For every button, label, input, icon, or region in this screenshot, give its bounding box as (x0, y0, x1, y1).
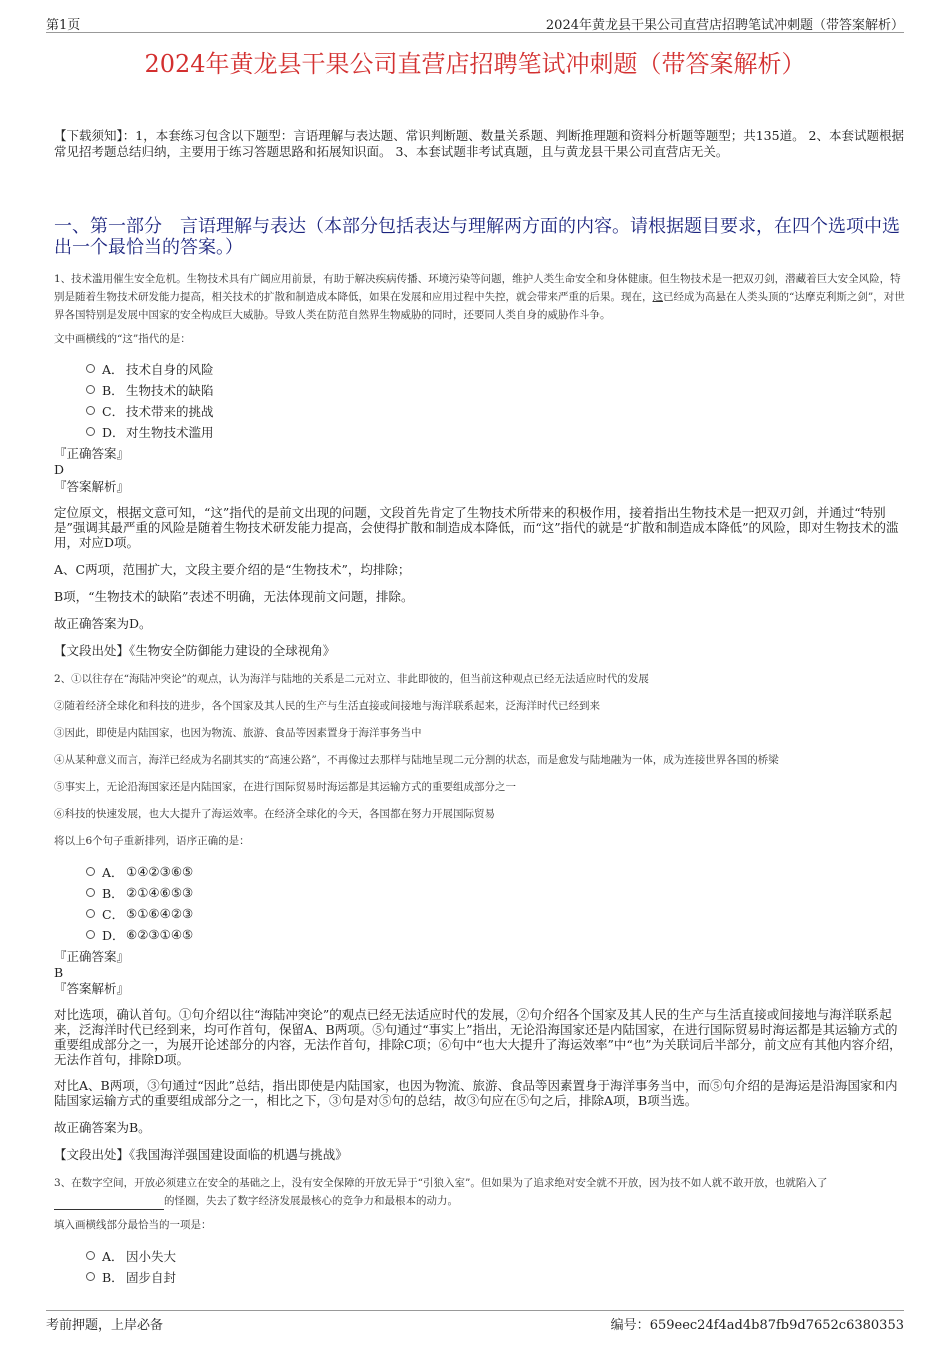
question-3-options (86, 1245, 176, 1287)
answer-label: 『正确答案』 (54, 949, 130, 964)
page-footer (46, 1310, 904, 1333)
analysis-paragraph: A、C两项，范围扩大，文段主要介绍的是“生物技术”，均排除； (54, 562, 411, 577)
radio-icon[interactable] (86, 427, 95, 436)
analysis-paragraph: 对比A、B两项，③句通过“因此”总结，指出即使是内陆国家，也因为物流、旅游、食品等因素置身于海洋事务当中，而⑤句介绍的是海运是沿海国家和内陆国家运输方式的重要组成部分之一，相比之下，③句是对⑤句的总结，故③句应在⑤句之后，排除A项，B项当选。 (54, 1078, 898, 1108)
question-2-options (86, 861, 193, 945)
answer-label: 『正确答案』 (54, 446, 130, 461)
source-citation: 【文段出处】《我国海洋强国建设面临的机遇与挑战》 (54, 1147, 348, 1162)
answer-value: D (54, 462, 65, 477)
option-a[interactable]: A． 技术自身的风险 (86, 358, 214, 379)
analysis-paragraph: 定位原文，根据文意可知，“这”指代的是前文出现的问题，文段首先肯定了生物技术所带来的积极作用，接着指出生物技术是一把双刃剑，并通过“特别是”强调其最严重的风险是随着生物技术研发能力提高，会使得扩散和制造成本降低，而“这”指代的就是“扩散和制造成本降低”的风险，即对生物技术的滥用，对应D项。 (54, 505, 899, 550)
question-3-text: 3、在数字空间，开放必须建立在安全的基础之上，没有安全保障的开放无异于“引狼入室”。但如果为了追求绝对安全就不开放，因为技不如人就不敢开放，也就陷入了 的怪圈，失去了数字经济发展最核心的竞争力和最根本的动力。 (54, 1174, 906, 1210)
page-header (46, 12, 904, 33)
radio-icon[interactable] (86, 1272, 95, 1281)
option-c[interactable]: C． ⑤①⑥④②③ (86, 903, 193, 924)
source-citation: 【文段出处】《生物安全防御能力建设的全球视角》 (54, 643, 336, 658)
radio-icon[interactable] (86, 364, 95, 373)
sentence: 2、①以往存在“海陆冲突论”的观点，认为海洋与陆地的关系是二元对立、非此即彼的，但当前这种观点已经无法适应时代的发展 (54, 673, 649, 685)
sentence: ⑥科技的快速发展，也大大提升了海运效率。在经济全球化的今天，各国都在努力开展国际贸易 (54, 808, 495, 820)
analysis-paragraph: B项，“生物技术的缺陷”表述不明确，无法体现前文问题，排除。 (54, 589, 414, 604)
option-b[interactable]: B． 固步自封 (86, 1266, 176, 1287)
sentence: ④从某种意义而言，海洋已经成为名副其实的“高速公路”，不再像过去那样与陆地呈现二元分割的状态，而是愈发与陆地融为一体，成为连接世界各国的桥梁 (54, 754, 779, 766)
sentence: ②随着经济全球化和科技的进步，各个国家及其人民的生产与生活直接或间接地与海洋联系起来，泛海洋时代已经到来 (54, 700, 600, 712)
question-1-prompt: 文中画横线的“这”指代的是： (54, 333, 191, 345)
answer-value: B (54, 965, 64, 980)
header-doc-title: 2024年黄龙县干果公司直营店招聘笔试冲刺题（带答案解析） (545, 18, 904, 33)
download-notice: 【下载须知】：1，本套练习包含以下题型：言语理解与表达题、常识判断题、数量关系题、判断推理题和资料分析题等题型；共135道。 2、本套试题根据常见招考题总结归纳，主要用于练习答题思路和拓展知识面。 3、本套试题非考试真题，且与黄龙县干果公司直营店无关。 (54, 128, 904, 159)
radio-icon[interactable] (86, 385, 95, 394)
page-number: 第1页 (46, 18, 81, 33)
analysis-label: 『答案解析』 (54, 981, 130, 996)
underlined-word: 这 (652, 291, 663, 303)
question-3-prompt: 填入画横线部分最恰当的一项是： (54, 1219, 212, 1231)
option-d[interactable]: D． ⑥②③①④⑤ (86, 924, 193, 945)
radio-icon[interactable] (86, 888, 95, 897)
option-d[interactable]: D． 对生物技术滥用 (86, 421, 214, 442)
analysis-paragraph: 故正确答案为D。 (54, 616, 152, 631)
radio-icon[interactable] (86, 930, 95, 939)
question-1-text: 1、技术滥用催生安全危机。生物技术具有广阔应用前景，有助于解决疾病传播、环境污染等问题，维护人类生命安全和身体健康。但生物技术是一把双刃剑，潜藏着巨大安全风险，特别是随着生物技术研发能力提高，相关技术的扩散和制造成本降低，如果在发展和应用过程中失控，就会带来严重的后果。现在，这已经成为高悬在人类头顶的“达摩克利斯之剑”，对世界各国特别是发展中国家的安全构成巨大威胁。导致人类在防范自然界生物威胁的同时，还要同人类自身的威胁作斗争。 (54, 273, 905, 321)
option-a[interactable]: A． 因小失大 (86, 1245, 176, 1266)
question-2-prompt: 将以上6个句子重新排列，语序正确的是： (54, 835, 250, 847)
radio-icon[interactable] (86, 406, 95, 415)
analysis-paragraph: 故正确答案为B。 (54, 1120, 151, 1135)
analysis-label: 『答案解析』 (54, 479, 130, 494)
radio-icon[interactable] (86, 909, 95, 918)
sentence: ③因此，即使是内陆国家，也因为物流、旅游、食品等因素置身于海洋事务当中 (54, 727, 422, 739)
analysis-paragraph: 对比选项，确认首句。①句介绍以往“海陆冲突论”的观点已经无法适应时代的发展，②句介绍各个国家及其人民的生产与生活直接或间接地与海洋联系起来，泛海洋时代已经到来，均可作首句，保留A、B两项。⑤句通过“事实上”指出，无论沿海国家还是内陆国家，在进行国际贸易时海运都是其运输方式的重要组成部分之一，为展开论述部分的内容，无法作首句，排除C项；⑥句中“也大大提升了海运效率”中“也”为关联词后半部分，前文应有其他内容介绍，无法作首句，排除D项。 (54, 1007, 902, 1067)
option-b[interactable]: B． ②①④⑥⑤③ (86, 882, 193, 903)
radio-icon[interactable] (86, 867, 95, 876)
option-b[interactable]: B． 生物技术的缺陷 (86, 379, 214, 400)
page-title: 2024年黄龙县干果公司直营店招聘笔试冲刺题（带答案解析） (144, 50, 806, 78)
question-1-options (86, 358, 214, 442)
section-heading: 一、第一部分 言语理解与表达（本部分包括表达与理解两方面的内容。请根据题目要求，在四个选项中选出一个最恰当的答案。） (54, 216, 900, 258)
document-code: 编号：659eec24f4ad4b87fb9d7652c6380353 (610, 1318, 904, 1333)
footer-slogan: 考前押题，上岸必备 (46, 1318, 164, 1333)
option-c[interactable]: C． 技术带来的挑战 (86, 400, 214, 421)
radio-icon[interactable] (86, 1251, 95, 1260)
fill-blank (54, 1197, 164, 1210)
option-a[interactable]: A． ①④②③⑥⑤ (86, 861, 193, 882)
sentence: ⑤事实上，无论沿海国家还是内陆国家，在进行国际贸易时海运都是其运输方式的重要组成部分之一 (54, 781, 516, 793)
